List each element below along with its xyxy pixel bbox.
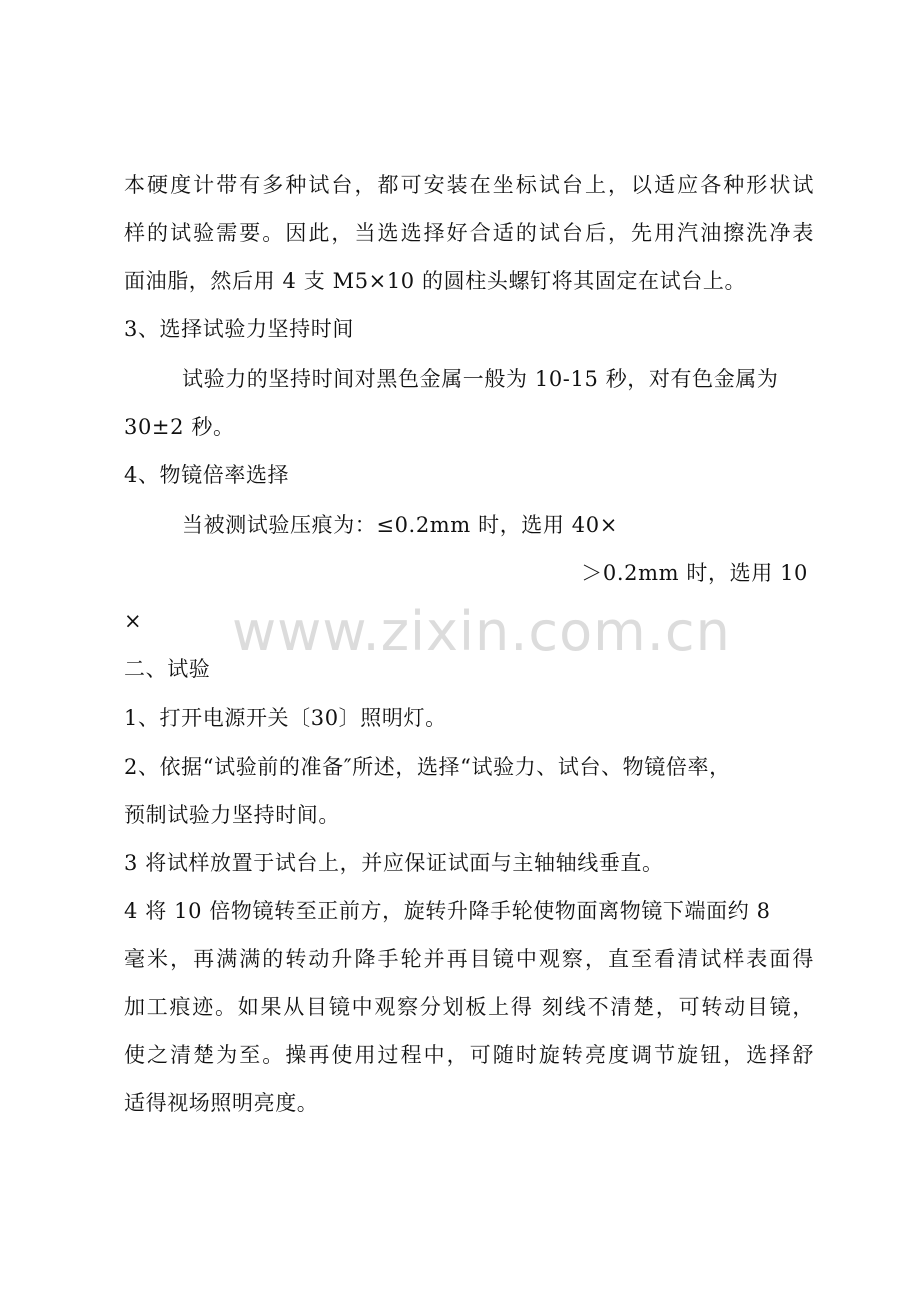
text-line: 面油脂，然后用 4 支 M5×10 的圆柱头螺钉将其固定在试台上。	[124, 269, 747, 293]
text-line: 预制试验力坚持时间。	[124, 803, 340, 827]
text-line: 毫米，再满满的转动升降手轮并再目镜中观察，直至看清试样表面得	[124, 947, 814, 971]
text-line: 当被测试验压痕为：≤0.2mm 时，选用 40×	[182, 513, 618, 537]
section-heading: 3、选择试验力坚持时间	[124, 317, 354, 341]
text-line: 加工痕迹。如果从目镜中观察分划板上得 刻线不清楚，可转动目镜，	[124, 995, 814, 1019]
section-heading: 4、物镜倍率选择	[124, 463, 290, 487]
text-line: 样的试验需要。因此，当选选择好合适的试台后，先用汽油擦洗净表	[124, 221, 814, 245]
text-line: ＞0.2mm 时，选用 10	[581, 561, 808, 585]
text-line: 3 将试样放置于试台上，并应保证试面与主轴轴线垂直。	[124, 851, 664, 875]
text-line: 2、依据“试验前的准备″所述，选择“试验力、试台、物镜倍率，	[124, 755, 731, 779]
section-heading: 二、试验	[124, 657, 211, 681]
text-line: 适得视场照明亮度。	[124, 1091, 319, 1115]
text-line: 试验力的坚持时间对黑色金属一般为 10-15 秒，对有色金属为	[182, 367, 779, 391]
text-line: 使之清楚为至。操再使用过程中，可随时旋转亮度调节旋钮，选择舒	[124, 1043, 814, 1067]
watermark: www.zixin.com.cn	[232, 600, 731, 663]
text-line: 4 将 10 倍物镜转至正前方，旋转升降手轮使物面离物镜下端面约 8	[124, 899, 771, 923]
text-line: 30±2 秒。	[124, 415, 235, 439]
text-line: ×	[124, 609, 143, 633]
text-line: 本硬度计带有多种试台，都可安装在坐标试台上，以适应各种形状试	[124, 173, 814, 197]
text-line: 1、打开电源开关〔30〕照明灯。	[124, 706, 447, 730]
